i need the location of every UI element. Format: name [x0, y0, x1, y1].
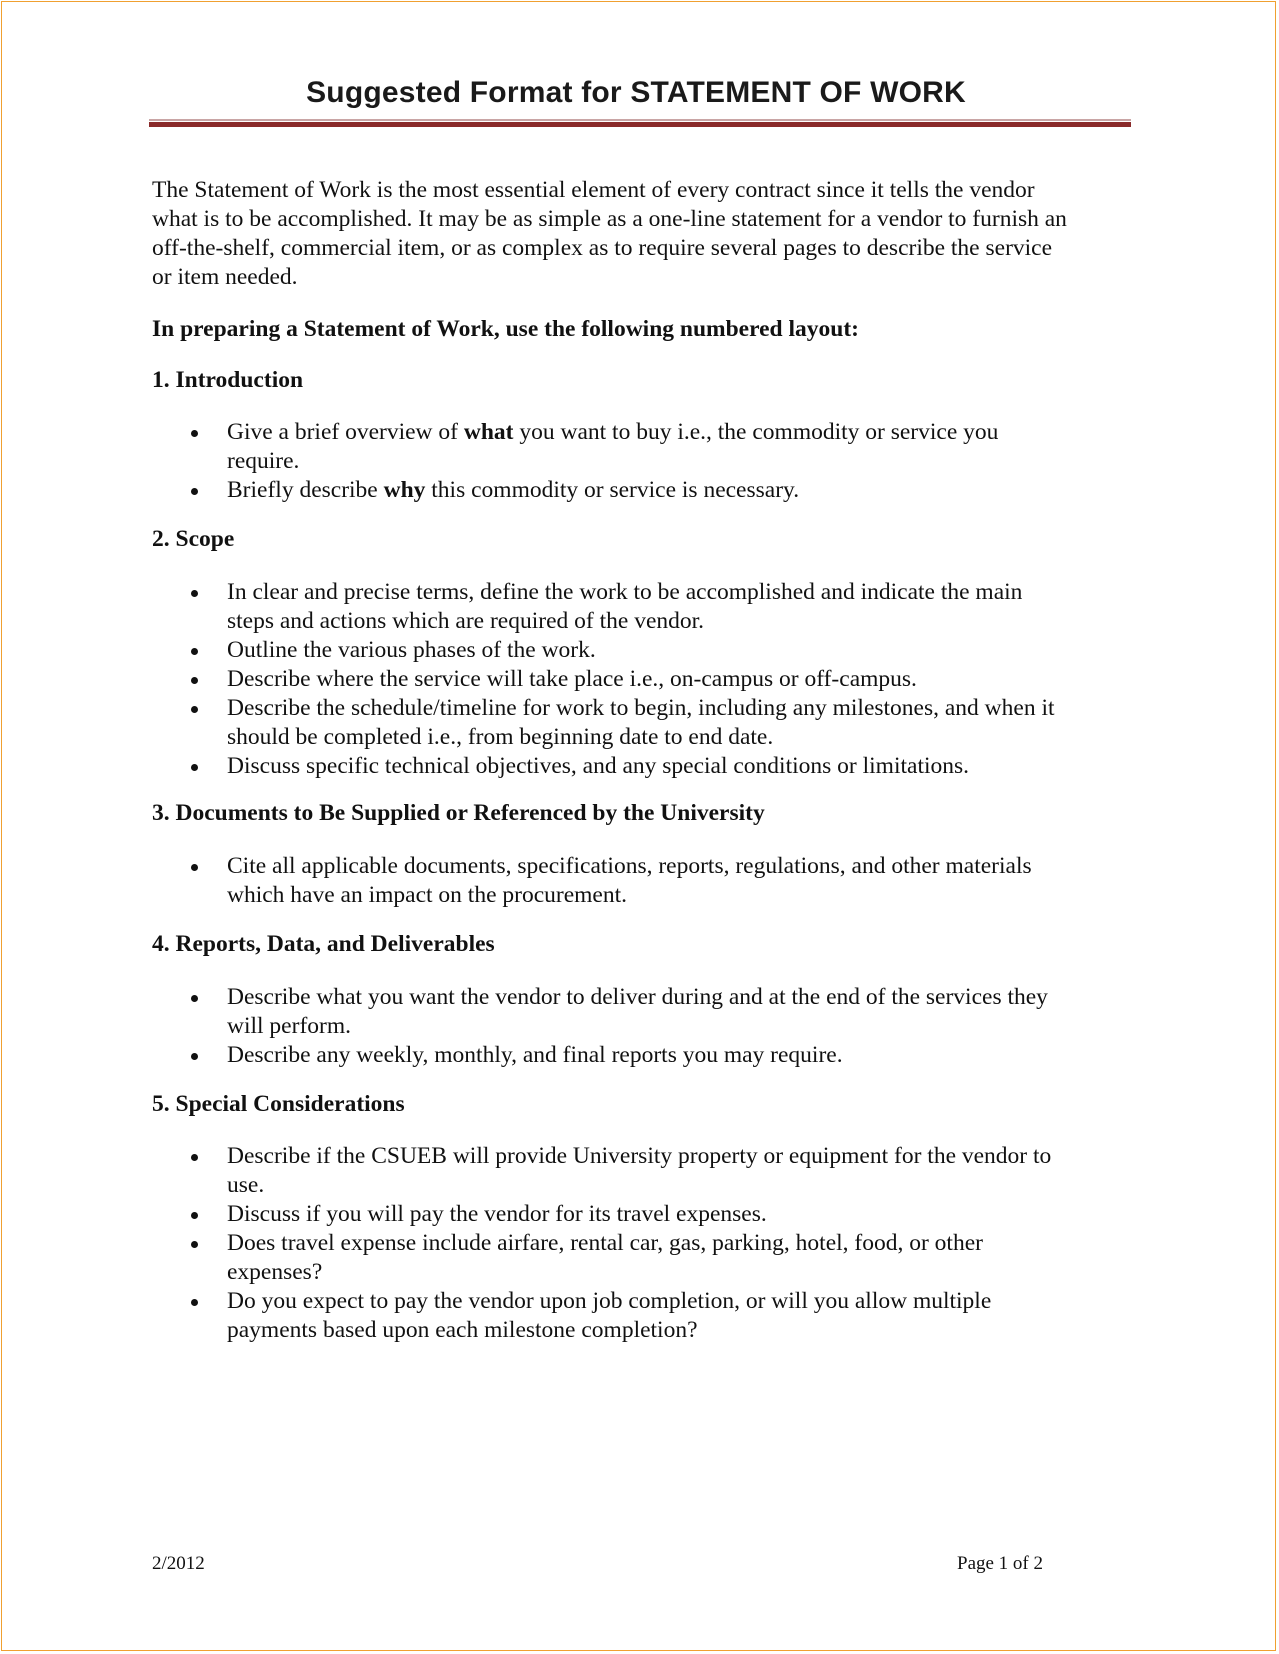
- bullet-icon: [191, 1212, 198, 1219]
- bullet-icon: [191, 488, 198, 495]
- list-item: [152, 852, 1127, 910]
- section-reports: [152, 930, 1127, 1070]
- list-item: [152, 752, 1127, 781]
- section-documents: [152, 799, 1127, 910]
- section-special-considerations: [152, 1090, 1127, 1345]
- bullet-icon: [191, 706, 198, 713]
- intro-line: off-the-shelf, commercial item, or as complex as to require several pages to describe the service: [152, 235, 1053, 261]
- bullet-icon: [191, 430, 198, 437]
- bullet-text-cont: steps and actions which are required of the vendor.: [227, 608, 705, 634]
- bullet-text: Does travel expense include airfare, rental car, gas, parking, hotel, food, or other: [227, 1230, 983, 1256]
- section-introduction: [152, 366, 1127, 505]
- bullet-text: Briefly describe: [227, 477, 384, 503]
- list-item: [152, 694, 1127, 752]
- section-heading: 5. Special Considerations: [152, 1091, 405, 1117]
- bullet-icon: [191, 995, 198, 1002]
- section-heading: 2. Scope: [152, 526, 235, 552]
- bullet-text: Discuss if you will pay the vendor for its travel expenses.: [227, 1201, 767, 1227]
- intro-line: what is to be accomplished. It may be as simple as a one-line statement for a vendor to furnish an: [152, 206, 1067, 232]
- bullet-text: Describe if the CSUEB will provide University property or equipment for the vendor to: [227, 1143, 1052, 1169]
- bullet-icon: [191, 648, 198, 655]
- bullet-icon: [191, 1241, 198, 1248]
- bullet-list: [152, 852, 1127, 910]
- bullet-text-cont: should be completed i.e., from beginning date to end date.: [227, 724, 774, 750]
- list-item: [152, 983, 1127, 1041]
- bullet-text-cont: use.: [227, 1172, 265, 1198]
- bullet-icon: [191, 864, 198, 871]
- footer-page-number: Page 1 of 2: [957, 1553, 1044, 1574]
- bullet-text: Describe what you want the vendor to deliver during and at the end of the services they: [227, 984, 1048, 1010]
- list-item: [152, 476, 1127, 505]
- bullet-icon: [191, 1299, 198, 1306]
- bullet-icon: [191, 677, 198, 684]
- bullet-text: Discuss specific technical objectives, and any special conditions or limitations.: [227, 753, 970, 779]
- title-rule-thin: [149, 119, 1131, 121]
- intro-line: The Statement of Work is the most essential element of every contract since it tells the vendor: [152, 177, 1035, 203]
- bullet-text: Describe where the service will take place i.e., on-campus or off-campus.: [227, 666, 917, 692]
- bullet-text: Describe the schedule/timeline for work to begin, including any milestones, and when it: [227, 695, 1055, 721]
- list-item: [152, 1142, 1127, 1200]
- intro-paragraph: [152, 176, 1127, 292]
- bullet-text-cont: expenses?: [227, 1259, 323, 1285]
- bullet-text: Do you expect to pay the vendor upon job completion, or will you allow multiple: [227, 1288, 992, 1314]
- bullet-text: In clear and precise terms, define the work to be accomplished and indicate the main: [227, 579, 1023, 605]
- bullet-text: Cite all applicable documents, specifications, reports, regulations, and other materials: [227, 853, 1032, 879]
- bullet-text-cont: payments based upon each milestone completion?: [227, 1317, 698, 1343]
- bullet-text-cont: require.: [227, 448, 300, 474]
- bullet-icon: [191, 1154, 198, 1161]
- section-heading: 3. Documents to Be Supplied or Referenced by the University: [152, 800, 765, 826]
- list-item: [152, 665, 1127, 694]
- bullet-text: this commodity or service is necessary.: [425, 477, 800, 503]
- bullet-list: [152, 983, 1127, 1070]
- bullet-icon: [191, 590, 198, 597]
- bullet-text: Give a brief overview of: [227, 419, 464, 445]
- bullet-list: [152, 1142, 1127, 1345]
- footer-date: 2/2012: [152, 1553, 205, 1574]
- bullet-text: Outline the various phases of the work.: [227, 637, 596, 663]
- bullet-text-cont: which have an impact on the procurement.: [227, 882, 628, 908]
- list-item: [152, 1041, 1127, 1070]
- document-title: Suggested Format for STATEMENT OF WORK: [306, 76, 966, 109]
- section-scope: [152, 525, 1127, 781]
- bullet-text: Describe any weekly, monthly, and final reports you may require.: [227, 1042, 843, 1068]
- bullet-list: [152, 418, 1127, 505]
- list-item: [152, 418, 1127, 476]
- section-heading: 4. Reports, Data, and Deliverables: [152, 931, 495, 957]
- bullet-bold-text: what: [463, 419, 514, 445]
- intro-line: or item needed.: [152, 264, 298, 290]
- list-item: [152, 1229, 1127, 1287]
- section-heading: 1. Introduction: [152, 367, 304, 393]
- bullet-icon: [191, 764, 198, 771]
- list-item: [152, 636, 1127, 665]
- bullet-icon: [191, 1053, 198, 1060]
- bullet-text: you want to buy i.e., the commodity or service you: [513, 419, 999, 445]
- list-item: [152, 1287, 1127, 1345]
- bullet-list: [152, 578, 1127, 781]
- list-item: [152, 1200, 1127, 1229]
- title-rule-thick: [149, 122, 1131, 127]
- bullet-bold-text: why: [383, 477, 426, 503]
- bullet-text-cont: will perform.: [227, 1013, 351, 1039]
- list-item: [152, 578, 1127, 636]
- layout-lead-text: In preparing a Statement of Work, use the following numbered layout:: [152, 316, 859, 342]
